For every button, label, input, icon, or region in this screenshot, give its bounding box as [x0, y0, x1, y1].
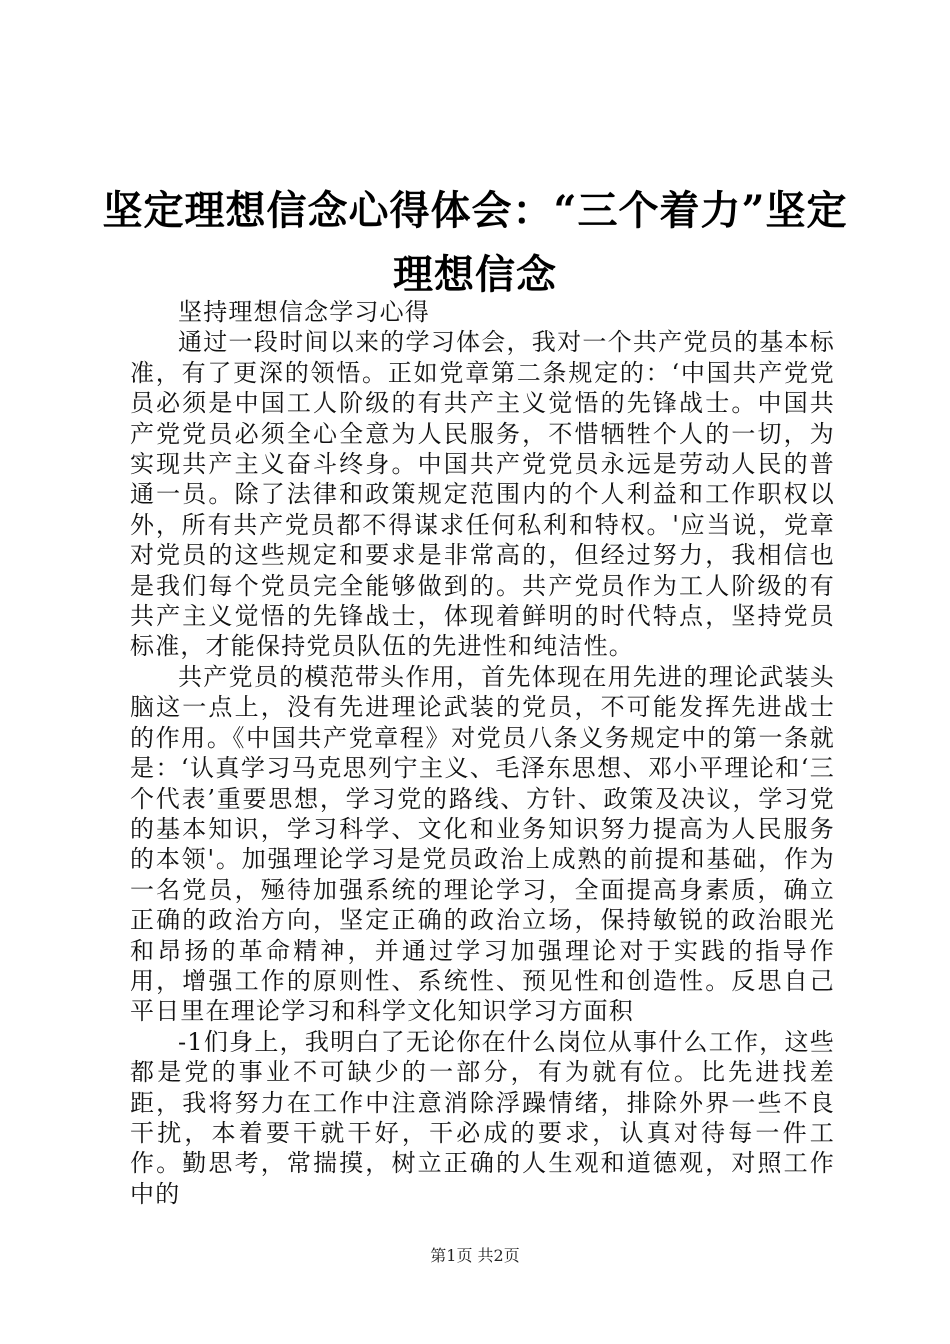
- paragraph-3: -1们身上，我明白了无论你在什么岗位从事什么工作，这些都是党的事业不可缺少的一部分，有为就有位。比先进找差距，我将努力在工作中注意消除浮躁情绪，排除外界一些不良干扰，本着要干就干好，干必成的要求，认真对待每一件工作。勤思考，常揣摸，树立正确的人生观和道德观，对照工作中的: [130, 1027, 835, 1208]
- document-subtitle: 坚持理想信念学习心得: [178, 298, 430, 326]
- paragraph-2: 共产党员的模范带头作用，首先体现在用先进的理论武装头脑这一点上，没有先进理论武装的党员，不可能发挥先进战士的作用。《中国共产党章程》对党员八条义务规定中的第一条就是：‘认真学习马克思列宁主义、毛泽东思想、邓小平理论和‘三个代表’重要思想，学习党的路线、方针、政策及决议，学习党的基本知识，学习科学、文化和业务知识努力提高为人民服务的本领'。加强理论学习是党员政治上成熟的前提和基础，作为一名党员，殛待加强系统的理论学习，全面提高身素质，确立正确的政治方向，坚定正确的政治立场，保持敏锐的政治眼光和昂扬的革命精神，并通过学习加强理论对于实践的指导作用，增强工作的原则性、系统性、预见性和创造性。反思自己平日里在理论学习和科学文化知识学习方面积: [130, 662, 835, 1026]
- document-title: 坚定理想信念心得体会：“三个着力”坚定理想信念: [102, 186, 848, 298]
- document-body: [130, 297, 835, 1209]
- paragraph-1: 通过一段时间以来的学习体会，我对一个共产党员的基本标准，有了更深的领悟。正如党章第二条规定的：‘中国共产党党员必须是中国工人阶级的有共产主义觉悟的先锋战士。中国共产党党员必须全心全意为人民服务，不惜牺牲个人的一切，为实现共产主义奋斗终身。中国共产党党员永远是劳动人民的普通一员。除了法律和政策规定范围内的个人利益和工作职权以外，所有共产党员都不得谋求任何私利和特权。'应当说，党章对党员的这些规定和要求是非常高的，但经过努力，我相信也是我们每个党员完全能够做到的。共产党员作为工人阶级的有共产主义觉悟的先锋战士，体现着鲜明的时代特点，坚持党员标准，才能保持党员队伍的先进性和纯洁性。: [130, 328, 835, 661]
- page-indicator: 第1页 共2页: [430, 1246, 520, 1265]
